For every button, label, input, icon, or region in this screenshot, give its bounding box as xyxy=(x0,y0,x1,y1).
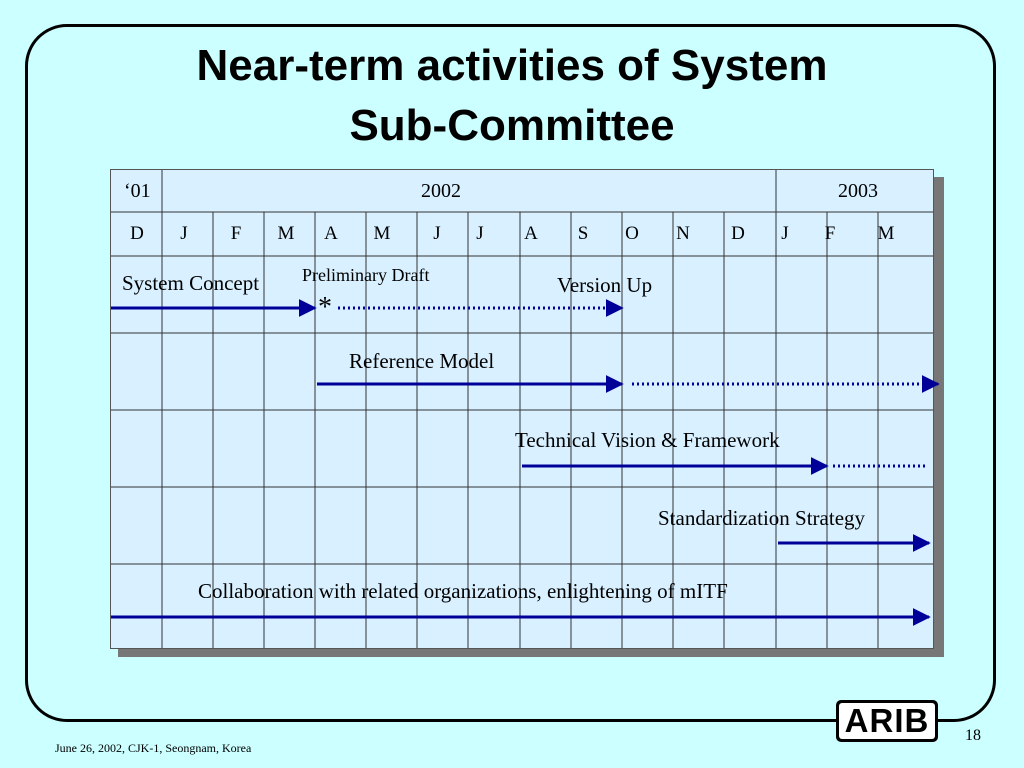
month-label: J xyxy=(433,223,441,244)
year-label-2003: 2003 xyxy=(838,180,878,202)
arib-logo xyxy=(836,700,938,742)
month-label: M xyxy=(277,223,295,244)
slide-title-line1: Near-term activities of System xyxy=(196,41,828,90)
task-label-system-concept: System Concept xyxy=(122,271,260,295)
milestone-asterisk: * xyxy=(318,292,332,323)
month-label: J xyxy=(476,223,484,244)
month-label: M xyxy=(877,223,895,244)
year-label-2002: 2002 xyxy=(421,180,461,202)
year-label-2001: ‘01 xyxy=(124,180,151,202)
month-label: M xyxy=(373,223,391,244)
month-label: A xyxy=(324,223,338,244)
task-label-reference-model: Reference Model xyxy=(349,349,495,373)
month-label: F xyxy=(230,223,242,244)
arib-logo-text: ARIB xyxy=(839,703,935,739)
month-label: O xyxy=(625,223,639,244)
month-label: D xyxy=(731,223,745,244)
month-label: D xyxy=(130,223,144,244)
milestone-version-up: Version Up xyxy=(557,273,653,297)
month-label: A xyxy=(524,223,538,244)
milestone-preliminary-draft: Preliminary Draft xyxy=(302,265,430,285)
task-label-collaboration: Collaboration with related organizations, enlightening of mITF xyxy=(198,579,728,603)
page-number: 18 xyxy=(965,727,981,744)
month-label: N xyxy=(676,223,690,244)
task-label-technical-vision: Technical Vision & Framework xyxy=(515,428,780,452)
month-label: J xyxy=(180,223,188,244)
month-label: F xyxy=(824,223,836,244)
slide-footer: June 26, 2002, CJK-1, Seongnam, Korea xyxy=(55,741,252,755)
month-label: S xyxy=(577,223,589,244)
slide-title-line2: Sub-Committee xyxy=(349,101,675,150)
month-label: J xyxy=(781,223,789,244)
task-label-standardization-strategy: Standardization Strategy xyxy=(658,506,866,530)
